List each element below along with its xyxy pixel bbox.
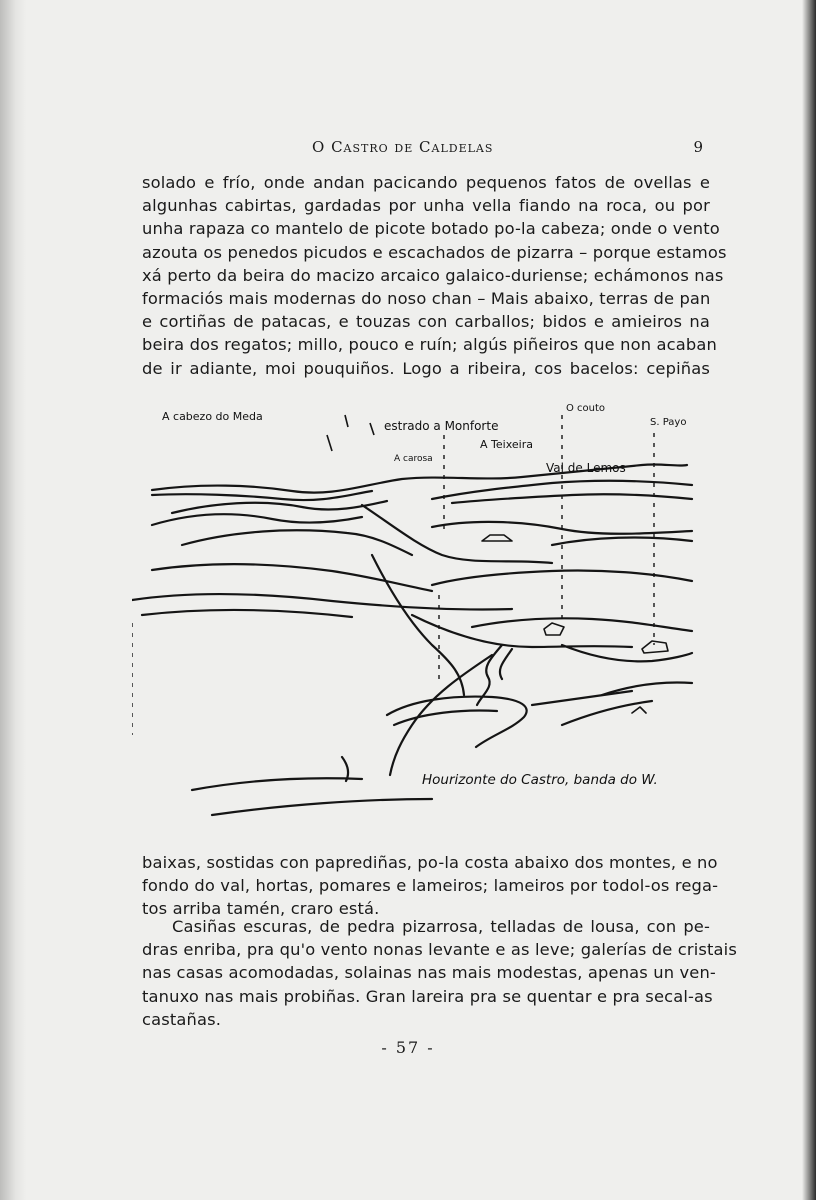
text-line: tanuxo nas mais probiñas. Gran lareira pra se quentar e pra secal-as (142, 986, 713, 1006)
figure-caption: Hourizonte do Castro, banda do W. (422, 772, 658, 788)
running-title: O Castro de Caldelas (312, 138, 494, 156)
text-line: de ir adiante, moi pouquiños. Logo a ribeira, cos bacelos: cepiñas (142, 358, 710, 378)
text-line: fondo do val, hortas, pomares e lameiros; lameiros por todol-os rega- (142, 876, 719, 896)
text-line: tos arriba tamén, craro está. (142, 899, 380, 919)
label-val-de-lemos: Val de Lemos (546, 461, 626, 475)
paragraph-middle (142, 851, 719, 921)
text-line: e cortiñas de patacas, e touzas con carballos; bidos e amieiros na (142, 312, 710, 332)
text-line: xá perto da beira do macizo arcaico galaico-duriense; echámonos nas (142, 265, 724, 285)
text-line: unha rapaza co mantelo de picote botado po-la cabeza; onde o vento (142, 219, 720, 239)
text-line: nas casas acomodadas, solainas nas mais modestas, apenas un ven- (142, 963, 716, 983)
page-number-top: 9 (693, 138, 704, 156)
text-line: azouta os penedos picudos e escachados de pizarra – porque estamos (142, 242, 727, 262)
running-head (140, 138, 710, 160)
label-estrada-monforte: estrado a Monforte (384, 419, 499, 433)
label-a-carosa: A carosa (394, 454, 433, 464)
horizon-sketch-figure (132, 395, 712, 835)
paragraph-bottom (142, 915, 737, 1031)
page-gutter-shadow (0, 0, 26, 1200)
paragraph-top (142, 171, 727, 380)
label-o-couto: O couto (566, 403, 606, 414)
text-line: beira dos regatos; millo, pouco e ruín; algús piñeiros que non acaban (142, 335, 717, 355)
text-line: solado e frío, onde andan pacicando pequenos fatos de ovellas e (142, 173, 710, 192)
text-line: algunhas cabirtas, gardadas por unha vella fiando na roca, ou por (142, 196, 710, 216)
label-a-teixeira: A Teixeira (480, 438, 533, 451)
text-line: castañas. (142, 1009, 222, 1029)
page-number: - 57 - (381, 1038, 435, 1057)
text-line: Casiñas escuras, de pedra pizarrosa, telladas de lousa, con pe- (172, 917, 710, 936)
label-san-payo: S. Payo (650, 417, 687, 428)
label-cabezo-meda: A cabezo do Meda (162, 410, 263, 423)
text-line: baixas, sostidas con paprediñas, po-la costa abaixo dos montes, e no (142, 853, 718, 872)
page-edge-shadow (802, 0, 816, 1200)
text-line: dras enriba, pra qu'o vento nonas levante e as leve; galerías de cristais (142, 940, 737, 960)
text-line: formaciós mais modernas do noso chan – Mais abaixo, terras de pan (142, 289, 711, 309)
